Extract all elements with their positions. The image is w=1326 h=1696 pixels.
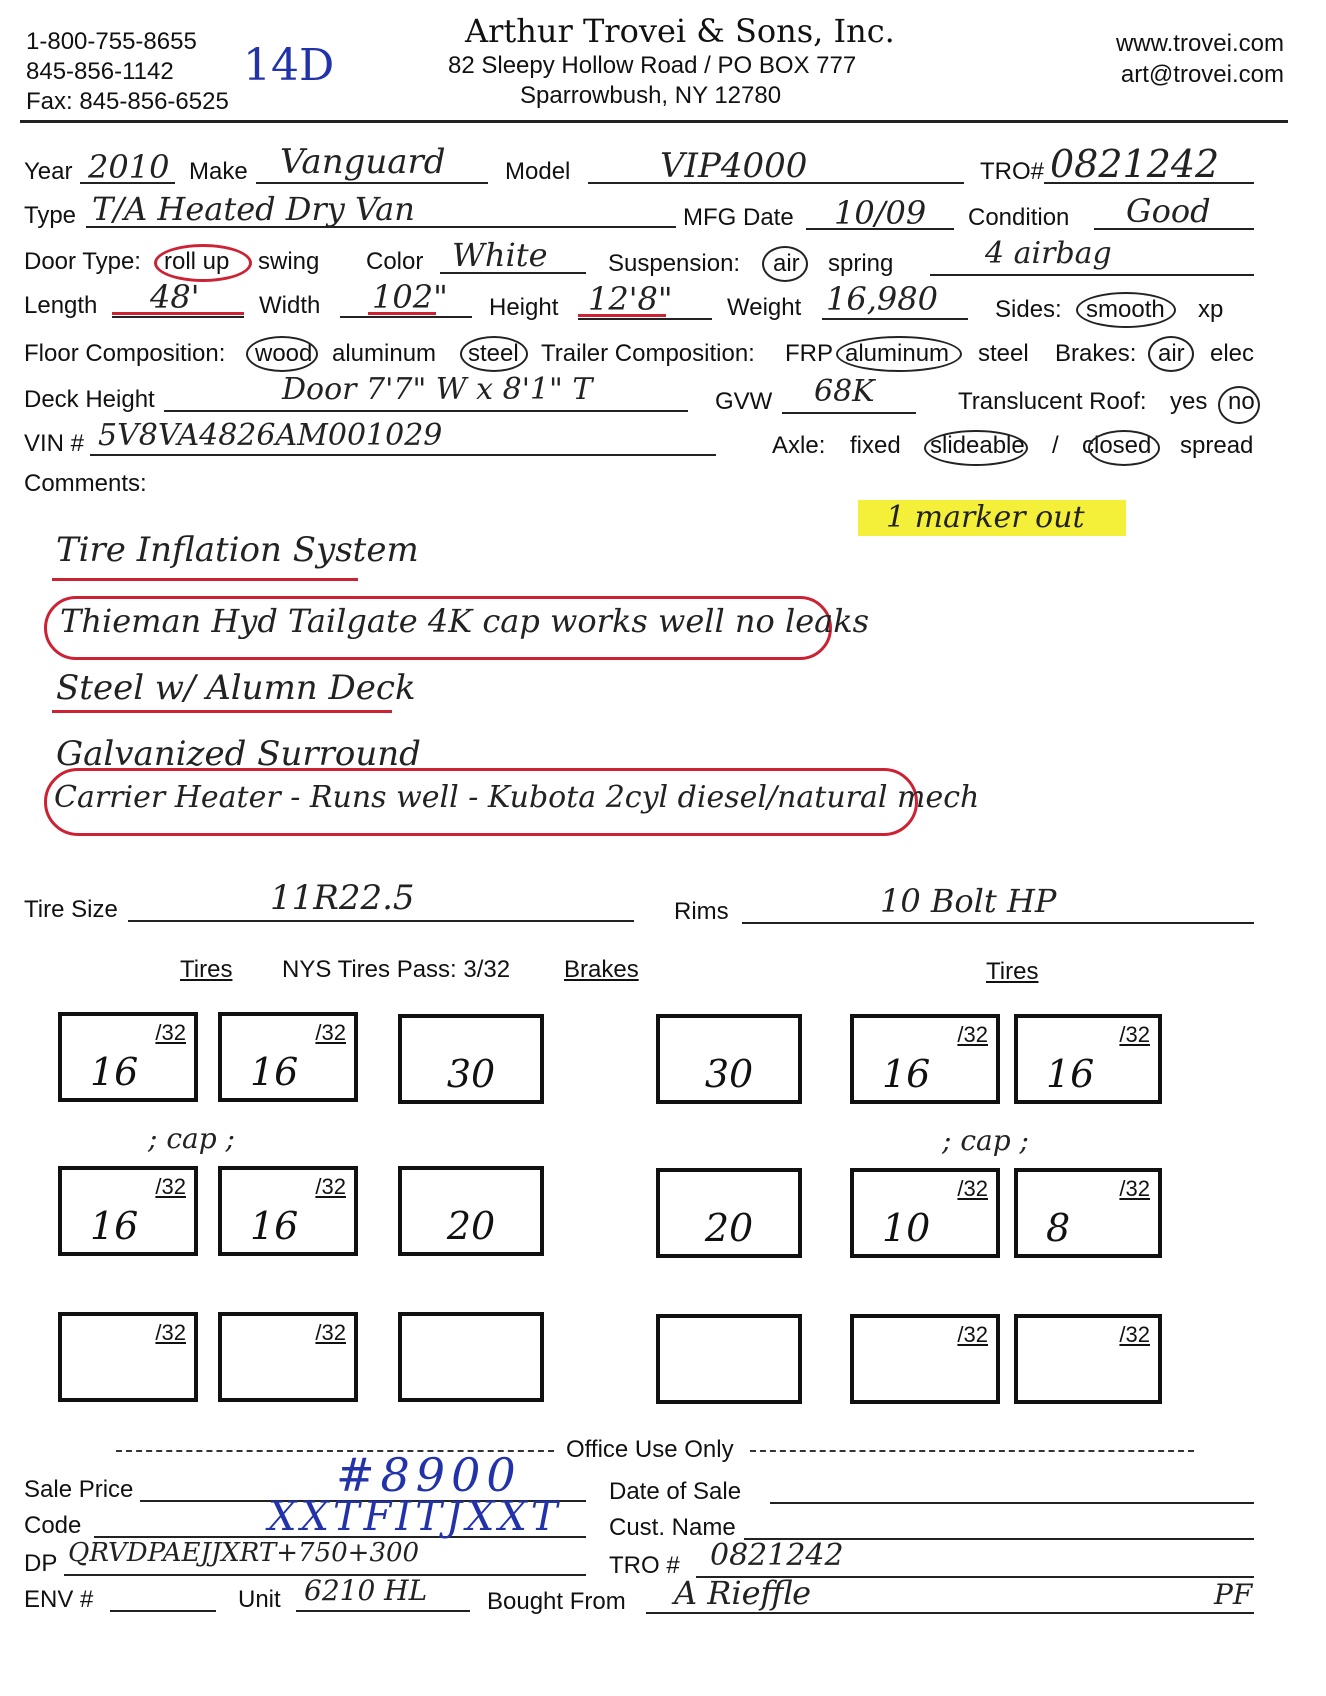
office-tro-label: TRO # — [609, 1552, 680, 1579]
fraction-label: /32 — [957, 1176, 988, 1201]
fraction-label: /32 — [155, 1020, 186, 1045]
width-value: 102" — [372, 278, 448, 316]
fraction-label: /32 — [1119, 1322, 1150, 1347]
floor-wood-circle — [246, 336, 318, 372]
make-label: Make — [189, 158, 248, 185]
condition-value: Good — [1126, 192, 1211, 230]
gvw-line — [782, 412, 916, 414]
brake-value: 30 — [446, 1052, 496, 1096]
env-label: ENV # — [24, 1586, 94, 1613]
tire-size-line — [128, 920, 634, 922]
tire-box-r2-lt2[interactable] — [218, 1166, 358, 1256]
col-header-tires-left: Tires — [180, 956, 233, 983]
floor-steel-circle — [460, 336, 528, 372]
translucent-roof-label: Translucent Roof: — [958, 388, 1147, 415]
fraction-label: /32 — [1119, 1022, 1150, 1047]
floor-steel-option[interactable]: steel — [468, 340, 519, 367]
date-of-sale-label: Date of Sale — [609, 1478, 742, 1505]
fraction-label: /32 — [155, 1320, 186, 1345]
office-divider-right — [750, 1450, 1194, 1452]
trailer-composition-label: Trailer Composition: — [541, 340, 755, 367]
width-label: Width — [259, 292, 321, 319]
vin-value: 5V8VA4826AM001029 — [98, 418, 443, 453]
year-label: Year — [24, 158, 73, 185]
comment-line-2: Thieman Hyd Tailgate 4K cap works well no leaks — [60, 602, 870, 640]
tread-depth: 16 — [90, 1050, 139, 1094]
brakes-elec-option[interactable]: elec — [1210, 340, 1255, 367]
door-rollup-option[interactable]: roll up — [164, 248, 230, 275]
rims-value: 10 Bolt HP — [880, 882, 1057, 920]
year-value: 2010 — [88, 148, 170, 186]
trailer-frp-option[interactable]: FRP — [785, 340, 833, 367]
vin-label: VIN # — [24, 430, 85, 457]
fraction-label: /32 — [315, 1020, 346, 1045]
sale-price-label: Sale Price — [24, 1476, 134, 1503]
color-label: Color — [366, 248, 424, 275]
tire-box-r2-rt1[interactable] — [850, 1168, 1000, 1258]
brake-box-r1-left[interactable] — [398, 1014, 544, 1104]
unit-line — [296, 1610, 470, 1612]
comment-line-4: Galvanized Surround — [56, 734, 421, 774]
condition-label: Condition — [968, 204, 1070, 231]
suspension-air-circle — [762, 246, 808, 282]
height-line — [578, 318, 712, 320]
mfg-date-label: MFG Date — [683, 204, 794, 231]
tire-box-r2-rt2[interactable] — [1014, 1168, 1162, 1258]
make-value: Vanguard — [280, 142, 446, 182]
company-website[interactable]: www.trovei.com — [1115, 30, 1284, 57]
tire-box-r3-rt2[interactable] — [1014, 1314, 1162, 1404]
brake-box-r1-right[interactable] — [656, 1014, 802, 1104]
tire-size-value: 11R22.5 — [270, 878, 415, 918]
floor-composition-label: Floor Composition: — [24, 340, 226, 367]
brakes-air-option[interactable]: air — [1158, 340, 1185, 367]
bought-from-value: A Rieffle — [674, 1574, 812, 1612]
comments-label: Comments: — [24, 470, 147, 497]
deck-height-value: Door 7'7" W x 8'1" T — [282, 372, 593, 407]
axle-slideable-option[interactable]: slideable — [930, 432, 1025, 459]
brakes-air-circle — [1148, 336, 1194, 372]
tire-box-r2-lt1[interactable] — [58, 1166, 198, 1256]
height-value: 12'8" — [588, 280, 673, 318]
date-of-sale-line — [770, 1502, 1254, 1504]
fraction-label: /32 — [957, 1322, 988, 1347]
initials: PF — [1214, 1578, 1253, 1611]
weight-line — [822, 318, 968, 320]
tread-depth: 10 — [882, 1206, 931, 1250]
bought-from-label: Bought From — [487, 1588, 626, 1615]
floor-aluminum-option[interactable]: aluminum — [332, 340, 437, 367]
axle-fixed-option[interactable]: fixed — [850, 432, 901, 459]
company-address-1: 82 Sleepy Hollow Road / PO BOX 777 — [448, 52, 857, 79]
tread-depth: 16 — [250, 1204, 299, 1248]
cap-note-right: ; cap ; — [942, 1124, 1029, 1157]
axle-closed-circle — [1088, 430, 1160, 466]
cap-note-left: ; cap ; — [148, 1122, 235, 1155]
roof-yes-option[interactable]: yes — [1170, 388, 1208, 415]
trailer-aluminum-option[interactable]: aluminum — [845, 340, 950, 367]
deck-height-label: Deck Height — [24, 386, 155, 413]
gvw-label: GVW — [715, 388, 773, 415]
trailer-steel-option[interactable]: steel — [978, 340, 1029, 367]
company-name: Arthur Trovei & Sons, Inc. — [465, 12, 895, 50]
cust-name-label: Cust. Name — [609, 1514, 736, 1541]
rims-line — [742, 922, 1254, 924]
sides-label: Sides: — [995, 296, 1062, 323]
env-line — [110, 1610, 216, 1612]
suspension-spring-option[interactable]: spring — [828, 250, 894, 277]
tro-value: 0821242 — [1050, 142, 1220, 186]
tire-box-r1-rt1[interactable] — [850, 1014, 1000, 1104]
type-label: Type — [24, 202, 77, 229]
company-email[interactable]: art@trovei.com — [1120, 61, 1284, 88]
sides-smooth-option[interactable]: smooth — [1086, 296, 1165, 323]
fax: Fax: 845-856-6525 — [26, 88, 229, 115]
handwritten-tag: 14D — [243, 40, 335, 91]
door-swing-option[interactable]: swing — [258, 248, 320, 275]
tire-box-r1-lt1[interactable] — [58, 1012, 198, 1102]
suspension-note: 4 airbag — [985, 236, 1112, 271]
fraction-label: /32 — [155, 1174, 186, 1199]
brake-box-r3-right[interactable] — [656, 1314, 802, 1404]
tro-label: TRO# — [980, 158, 1045, 185]
axle-closed-option[interactable]: closed — [1082, 432, 1152, 459]
axle-label: Axle: — [772, 432, 826, 459]
make-line — [256, 182, 488, 184]
suspension-air-option[interactable]: air — [773, 250, 800, 277]
dp-label: DP — [24, 1550, 58, 1577]
roof-no-option[interactable]: no — [1228, 388, 1255, 415]
company-address-2: Sparrowbush, NY 12780 — [520, 82, 782, 109]
tire-box-r3-lt2[interactable] — [218, 1312, 358, 1402]
phone-2: 845-856-1142 — [26, 58, 174, 85]
axle-spread-option[interactable]: spread — [1180, 432, 1254, 459]
fraction-label: /32 — [1119, 1176, 1150, 1201]
code-value: XXTFITJXXT — [268, 1494, 562, 1540]
unit-value: 6210 HL — [304, 1574, 428, 1607]
brake-box-r2-left[interactable] — [398, 1166, 544, 1256]
suspension-label: Suspension: — [608, 250, 741, 277]
tire-box-r3-lt1[interactable] — [58, 1312, 198, 1402]
brake-value: 20 — [704, 1206, 754, 1250]
comment-line-3: Steel w/ Alumn Deck — [56, 668, 416, 708]
axle-slash: / — [1052, 432, 1059, 459]
door-type-label: Door Type: — [24, 248, 141, 275]
height-label: Height — [489, 294, 559, 321]
bought-from-line — [646, 1612, 1254, 1614]
dp-value: QRVDPAEJJXRT+750+300 — [68, 1538, 420, 1568]
header-divider — [20, 120, 1288, 123]
model-label: Model — [505, 158, 571, 185]
tire-box-r3-rt1[interactable] — [850, 1314, 1000, 1404]
fraction-label: /32 — [315, 1320, 346, 1345]
col-header-tires-right: Tires — [986, 958, 1039, 985]
comment-line-1: Tire Inflation System — [56, 530, 419, 570]
comment-line-5: Carrier Heater - Runs well - Kubota 2cyl diesel/natural mech — [54, 780, 980, 815]
fraction-label: /32 — [957, 1022, 988, 1047]
vin-line — [90, 454, 716, 456]
office-tro-value: 0821242 — [710, 1538, 844, 1573]
tire-size-label: Tire Size — [24, 896, 118, 923]
nys-tires-pass: NYS Tires Pass: 3/32 — [282, 956, 511, 983]
length-label: Length — [24, 292, 98, 319]
comment-3-red-underline — [52, 710, 392, 713]
brake-box-r3-left[interactable] — [398, 1312, 544, 1402]
comment-1-red-underline — [52, 578, 358, 581]
weight-value: 16,980 — [826, 280, 938, 318]
tire-box-r1-rt2[interactable] — [1014, 1014, 1162, 1104]
axle-slideable-circle — [924, 430, 1028, 466]
sides-xp-option[interactable]: xp — [1198, 296, 1224, 323]
type-value: T/A Heated Dry Van — [92, 190, 415, 228]
office-use-title: Office Use Only — [566, 1436, 734, 1463]
brakes-label: Brakes: — [1055, 340, 1137, 367]
length-value: 48' — [150, 278, 200, 316]
brake-value: 20 — [446, 1204, 496, 1248]
length-line — [112, 316, 244, 318]
deck-height-line — [164, 410, 688, 412]
unit-label: Unit — [238, 1586, 281, 1613]
tread-depth: 16 — [1046, 1052, 1095, 1096]
tread-depth: 16 — [90, 1204, 139, 1248]
tread-depth: 16 — [882, 1052, 931, 1096]
rims-label: Rims — [674, 898, 729, 925]
weight-label: Weight — [727, 294, 802, 321]
fraction-label: /32 — [315, 1174, 346, 1199]
brake-value: 30 — [704, 1052, 754, 1096]
roof-no-circle — [1218, 386, 1260, 424]
sides-smooth-circle — [1076, 292, 1176, 328]
color-value: White — [452, 236, 548, 274]
gvw-value: 68K — [814, 374, 875, 409]
col-header-brakes: Brakes — [564, 956, 639, 983]
code-label: Code — [24, 1512, 82, 1539]
highlight-note: 1 marker out — [886, 500, 1085, 535]
sale-price-value: #8900 — [336, 1448, 522, 1502]
model-value: VIP4000 — [660, 146, 808, 186]
trailer-aluminum-circle — [836, 336, 962, 372]
width-line — [340, 316, 472, 318]
brake-box-r2-right[interactable] — [656, 1168, 802, 1258]
suspension-note-line — [930, 274, 1254, 276]
phone-1: 1-800-755-8655 — [26, 28, 197, 55]
tread-depth: 16 — [250, 1050, 299, 1094]
floor-wood-option[interactable]: wood — [255, 340, 313, 367]
tread-depth: 8 — [1046, 1206, 1071, 1250]
door-rollup-circle — [154, 244, 252, 282]
mfg-date-value: 10/09 — [834, 194, 927, 232]
tire-box-r1-lt2[interactable] — [218, 1012, 358, 1102]
